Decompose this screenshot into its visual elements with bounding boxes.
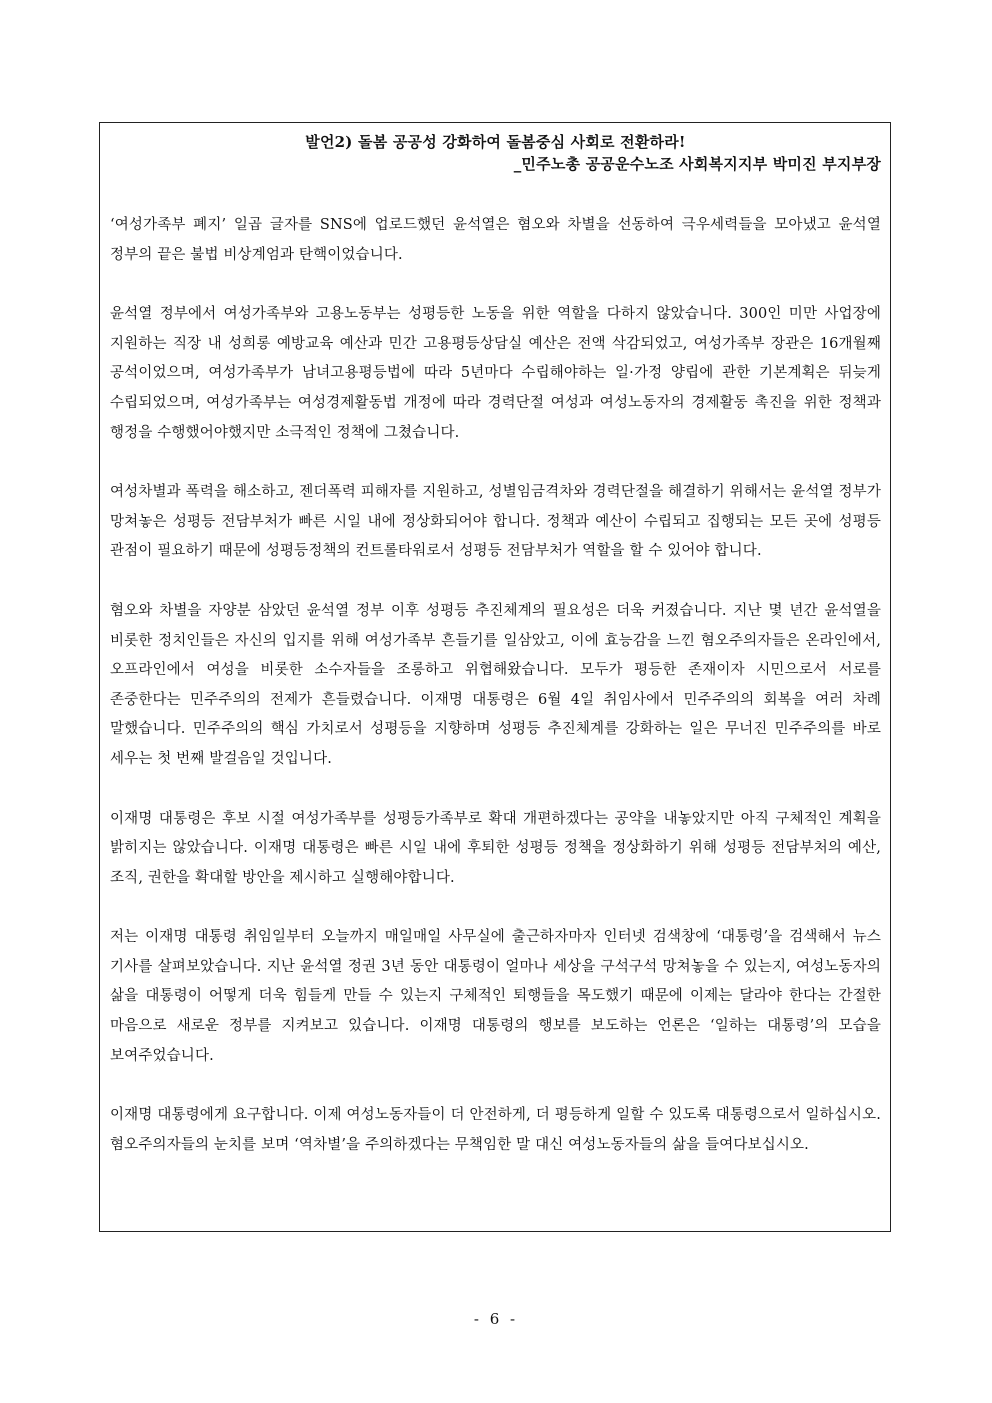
speech-box	[99, 122, 891, 1232]
speech-speaker: _민주노총 공공운수노조 사회복지지부 박미진 부지부장	[513, 155, 881, 173]
paragraph-2: 윤석열 정부에서 여성가족부와 고용노동부는 성평등한 노동을 위한 역할을 다하지 않았습니다. 300인 미만 사업장에 지원하는 직장 내 성희롱 예방교육 예산과 민간 고용평등상담실 예산은 전액 삭감되었고, 여성가족부 장관은 16개월째 공석이었으며, 여성가족부가 남녀고용평등법에 따라 5년마다 수립해야하는 일·가정 양립에 관한 기본계획은 뒤늦게 수립되었으며, 여성가족부는 여성경제활동법 개정에 따라 경력단절 여성과 여성노동자의 경제활동 촉진을 위한 정책과 행정을 수행했어야했지만 소극적인 정책에 그쳤습니다.	[110, 306, 881, 441]
paragraph-5: 이재명 대통령은 후보 시절 여성가족부를 성평등가족부로 확대 개편하겠다는 공약을 내놓았지만 아직 구체적인 계획을 밝히지는 않았습니다. 이재명 대통령은 빠른 시일 내에 후퇴한 성평등 정책을 정상화하기 위해 성평등 전담부처의 예산, 조직, 권한을 확대할 방안을 제시하고 실행해야합니다.	[110, 810, 881, 886]
paragraph-7: 이재명 대통령에게 요구합니다. 이제 여성노동자들이 더 안전하게, 더 평등하게 일할 수 있도록 대통령으로서 일하십시오. 혐오주의자들의 눈치를 보며 ‘역차별’을 주의하겠다는 무책임한 말 대신 여성노동자들의 삶을 들여다보십시오.	[110, 1107, 881, 1153]
page-number: - 6 -	[473, 1310, 519, 1328]
paragraph-6: 저는 이재명 대통령 취임일부터 오늘까지 매일매일 사무실에 출근하자마자 인터넷 검색창에 ‘대통령’을 검색해서 뉴스 기사를 살펴보았습니다. 지난 윤석열 정권 3년 동안 대통령이 얼마나 세상을 구석구석 망쳐놓을 수 있는지, 여성노동자의 삶을 대통령이 어떻게 더욱 힘들게 만들 수 있는지 구체적인 퇴행들을 목도했기 때문에 이제는 달라야 한다는 간절한 마음으로 새로운 정부를 지켜보고 있습니다. 이재명 대통령의 행보를 보도하는 언론은 ‘일하는 대통령’의 모습을 보여주었습니다.	[110, 929, 881, 1064]
paragraph-1: ‘여성가족부 폐지’ 일곱 글자를 SNS에 업로드했던 윤석열은 혐오와 차별을 선동하여 극우세력들을 모아냈고 윤석열 정부의 끝은 불법 비상계엄과 탄핵이었습니다.	[110, 217, 881, 263]
paragraph-3: 여성차별과 폭력을 해소하고, 젠더폭력 피해자를 지원하고, 성별임금격차와 경력단절을 해결하기 위해서는 윤석열 정부가 망쳐놓은 성평등 전담부처가 빠른 시일 내에 정상화되어야 합니다. 정책과 예산이 수립되고 집행되는 모든 곳에 성평등 관점이 필요하기 때문에 성평등정책의 컨트롤타워로서 성평등 전담부처가 역할을 할 수 있어야 합니다.	[110, 484, 881, 560]
paragraph-4: 혐오와 차별을 자양분 삼았던 윤석열 정부 이후 성평등 추진체계의 필요성은 더욱 커졌습니다. 지난 몇 년간 윤석열을 비롯한 정치인들은 자신의 입지를 위해 여성가족부 흔들기를 일삼았고, 이에 효능감을 느낀 혐오주의자들은 온라인에서, 오프라인에서 여성을 비롯한 소수자들을 조롱하고 위협해왔습니다. 모두가 평등한 존재이자 시민으로서 서로를 존중한다는 민주주의의 전제가 흔들렸습니다. 이재명 대통령은 6월 4일 취임사에서 민주주의의 회복을 여러 차례 말했습니다. 민주주의의 핵심 가치로서 성평등을 지향하며 성평등 추진체계를 강화하는 일은 무너진 민주주의를 바로 세우는 첫 번째 발걸음일 것입니다.	[110, 602, 881, 767]
speech-title: 발언2) 돌봄 공공성 강화하여 돌봄중심 사회로 전환하라!	[305, 133, 686, 151]
